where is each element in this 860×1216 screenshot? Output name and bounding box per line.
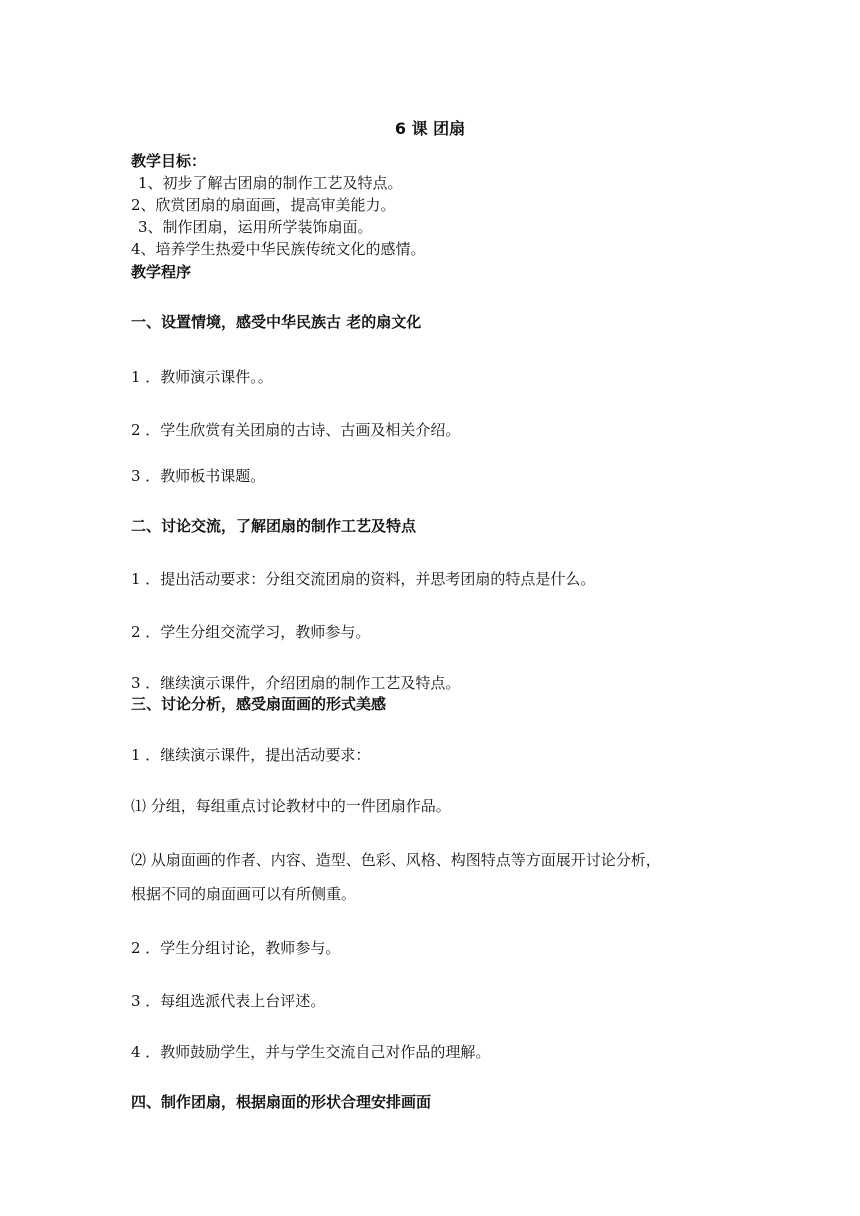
step-item: ⑴ 分组，每组重点讨论教材中的一件团扇作品。 xyxy=(131,797,451,815)
section-heading: 二、讨论交流，了解团扇的制作工艺及特点 xyxy=(131,517,417,535)
step-item: 3 ．继续演示课件，介绍团扇的制作工艺及特点。 xyxy=(131,674,461,692)
step-item: ⑵ 从扇面画的作者、内容、造型、色彩、风格、构图特点等方面展开讨论分析， xyxy=(131,851,661,869)
objectives-heading: 教学目标： xyxy=(131,152,207,170)
objective-item: 3、制作团扇，运用所学装饰扇面。 xyxy=(138,218,373,236)
step-item: 3 ．每组选派代表上台评述。 xyxy=(131,992,326,1010)
procedure-heading: 教学程序 xyxy=(131,263,192,281)
step-item: 3 ．教师板书课题。 xyxy=(131,467,266,485)
step-item: 2 ．学生分组交流学习，教师参与。 xyxy=(131,623,371,641)
section-heading: 三、讨论分析，感受扇面画的形式美感 xyxy=(131,695,387,713)
step-item: 2 ．学生欣赏有关团扇的古诗、古画及相关介绍。 xyxy=(131,421,461,439)
step-item: 1 ．继续演示课件，提出活动要求： xyxy=(131,746,371,764)
step-item: 2 ．学生分组讨论，教师参与。 xyxy=(131,939,341,957)
page-title: 6 课 团扇 xyxy=(394,119,466,138)
step-item: 1 ．提出活动要求：分组交流团扇的资料，并思考团扇的特点是什么。 xyxy=(131,570,596,588)
objective-item: 1、初步了解古团扇的制作工艺及特点。 xyxy=(138,174,403,192)
step-item: 4 ．教师鼓励学生，并与学生交流自己对作品的理解。 xyxy=(131,1043,491,1061)
objective-item: 2、欣赏团扇的扇面画，提高审美能力。 xyxy=(131,196,396,214)
step-item-continued: 根据不同的扇面画可以有所侧重。 xyxy=(131,885,357,903)
step-item: 1 ．教师演示课件。。 xyxy=(131,368,273,386)
section-heading: 四、制作团扇，根据扇面的形状合理安排画面 xyxy=(131,1093,432,1111)
section-heading: 一、设置情境，感受中华民族古 老的扇文化 xyxy=(131,313,422,331)
objective-item: 4、培养学生热爱中华民族传统文化的感情。 xyxy=(131,240,426,258)
